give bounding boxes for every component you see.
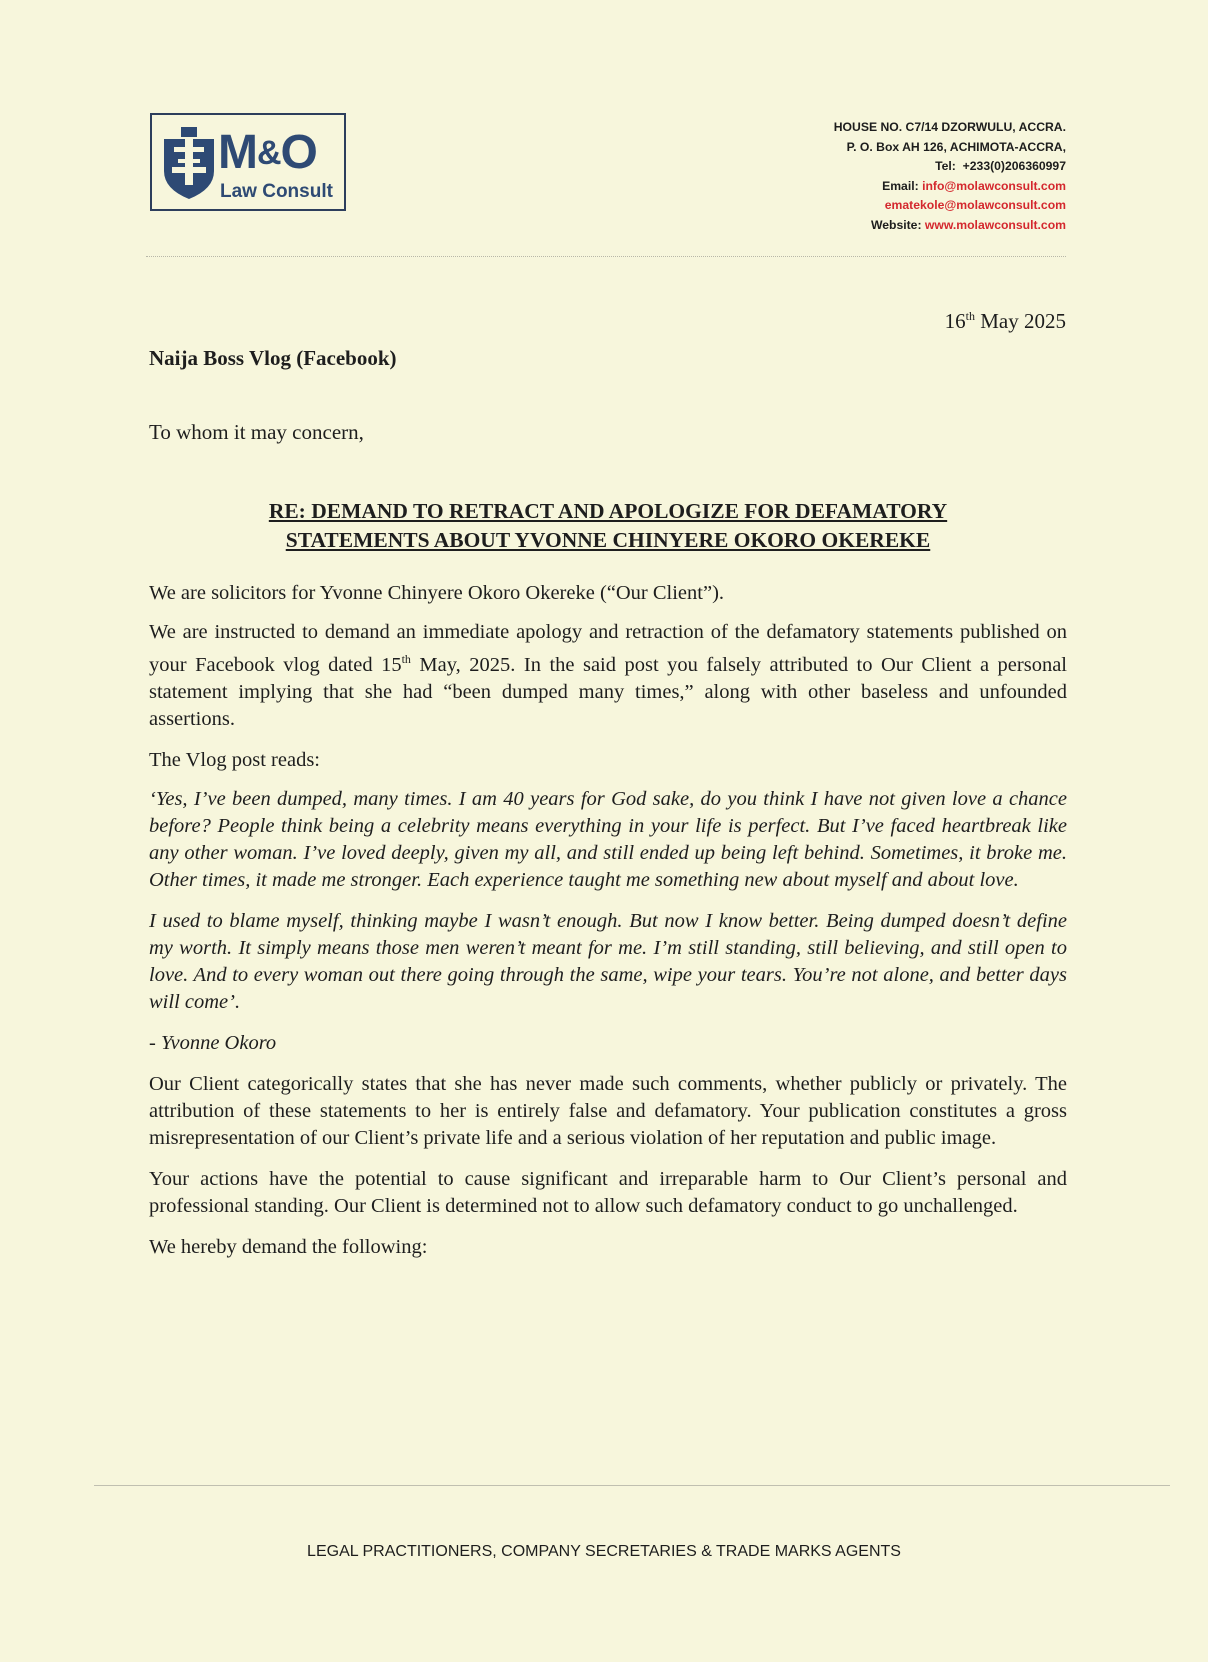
firm-address-block: [834, 118, 1066, 236]
website-line: Website: www.molawconsult.com: [870, 217, 1066, 232]
header-divider: [146, 256, 1066, 257]
paragraph-intro: We are solicitors for Yvonne Chinyere Okoro Okereke (“Our Client”).: [149, 582, 725, 604]
quoted-post-part-2: I used to blame myself, thinking maybe I wasn’t enough. But now I know better. Being dumped doesn’t define my worth. It simply means those men weren’t meant for me. I’m still standing, still believing, and still open to love. And to every woman out there going through the same, wipe your tears. You’re not alone, and better days will come’.: [149, 909, 1067, 1013]
letter-subject-heading: RE: DEMAND TO RETRACT AND APOLOGIZE FOR DEFAMATORY STATEMENTS ABOUT YVONNE CHINYERE OKORO OKEREKE: [268, 499, 948, 552]
shield-with-torch-icon: [160, 125, 218, 201]
email-link-2[interactable]: ematekole@molawconsult.com: [884, 198, 1066, 213]
letter-date: 16th May 2025: [944, 309, 1066, 333]
logo-wordmark: M&O: [218, 126, 317, 179]
address-line-2: P. O. Box AH 126, ACHIMOTA-ACCRA,: [846, 139, 1066, 154]
footer-divider: [94, 1485, 1170, 1486]
letter-body: [149, 580, 1067, 1275]
footer-tagline: LEGAL PRACTITIONERS, COMPANY SECRETARIES & TRADE MARKS AGENTS: [307, 1543, 901, 1560]
address-line-1: HOUSE NO. C7/14 DZORWULU, ACCRA.: [833, 120, 1066, 134]
salutation: To whom it may concern,: [149, 420, 364, 444]
telephone-line: Tel: +233(0)206360997: [935, 159, 1066, 174]
firm-logo: [150, 113, 346, 211]
email-line: Email: info@molawconsult.com: [882, 178, 1066, 193]
paragraph-denial: Our Client categorically states that she has never made such comments, whether publicly or privately. The attribution of these statements to her is entirely false and defamatory. Your publication constitutes a gross misrepresentation of our Client’s private life and a serious violation of her reputation and public image.: [149, 1072, 1067, 1149]
addressee: Naija Boss Vlog (Facebook): [149, 346, 397, 370]
logo-subtitle: Law Consult: [220, 181, 333, 202]
quote-attribution: - Yvonne Okoro: [149, 1031, 277, 1054]
website-link[interactable]: www.molawconsult.com: [924, 217, 1066, 232]
quoted-post-part-1: ‘Yes, I’ve been dumped, many times. I am 40 years for God sake, do you think I have not given love a chance before? People think being a celebrity means everything in your life is perfect. But I’ve faced heartbreak like any other woman. I’ve loved deeply, given my all, and still ended up being left behind. Sometimes, it broke me. Other times, it made me stronger. Each experience taught me something new about myself and about love.: [149, 787, 1067, 891]
paragraph-harm: Your actions have the potential to cause significant and irreparable harm to Our Client’s personal and professional standing. Our Client is determined not to allow such defamatory conduct to go unchallenged.: [149, 1167, 1067, 1217]
paragraph-demand: We are instructed to demand an immediate apology and retraction of the defamatory statements published on your Facebook vlog dated 15th May, 2025. In the said post you falsely attributed to Our Client a personal statement implying that she had “been dumped many times,” along with other baseless and unfounded assertions.: [149, 621, 1067, 730]
paragraph-vlog-intro: The Vlog post reads:: [149, 748, 320, 771]
paragraph-demands-intro: We hereby demand the following:: [149, 1235, 428, 1258]
email-link[interactable]: info@molawconsult.com: [922, 178, 1066, 193]
